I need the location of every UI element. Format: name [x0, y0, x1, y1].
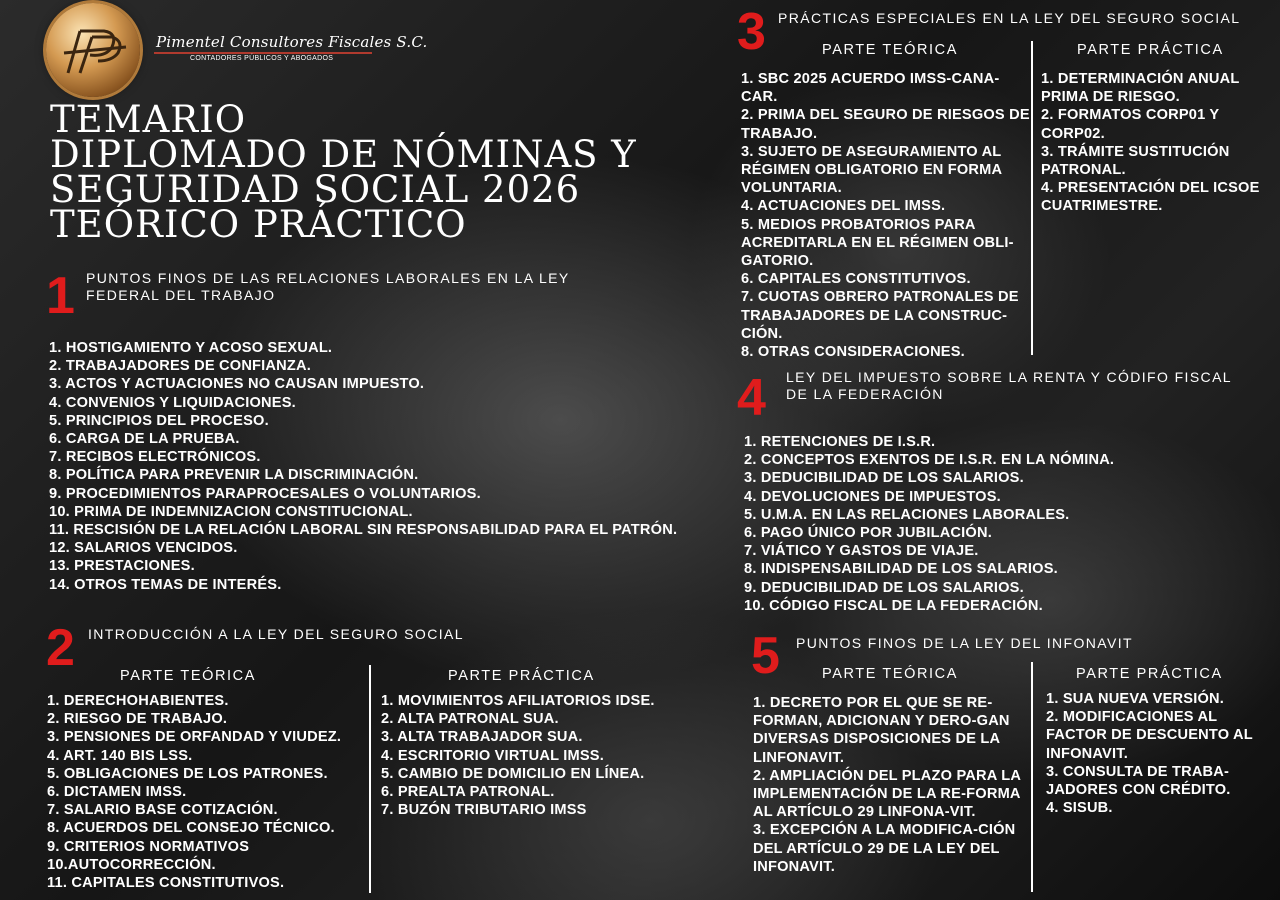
- section-2-theory-list: [47, 692, 341, 892]
- section-3-heading: PRÁCTICAS ESPECIALES EN LA LEY DEL SEGURO SOCIAL: [778, 10, 1241, 26]
- list-item: 7. BUZÓN TRIBUTARIO IMSS: [381, 802, 587, 819]
- list-item: 3. DEDUCIBILIDAD DE LOS SALARIOS.: [744, 470, 1024, 487]
- brand-divider: [154, 52, 372, 54]
- list-item: 8. INDISPENSABILIDAD DE LOS SALARIOS.: [744, 561, 1058, 578]
- list-item: 3. PENSIONES DE ORFANDAD Y VIUDEZ.: [47, 729, 342, 746]
- list-item: 5. OBLIGACIONES DE LOS PATRONES.: [47, 765, 328, 782]
- list-item: 6. DICTAMEN IMSS.: [47, 784, 187, 801]
- section-5-practice-label: PARTE PRÁCTICA: [1076, 666, 1223, 682]
- section-5-theory-label: PARTE TEÓRICA: [822, 666, 959, 682]
- section-5-heading: PUNTOS FINOS DE LA LEY DEL INFONAVIT: [796, 635, 1133, 651]
- list-item: 4. DEVOLUCIONES DE IMPUESTOS.: [744, 488, 1001, 505]
- list-item: 7. SALARIO BASE COTIZACIÓN.: [47, 802, 278, 819]
- list-item: 9. DEDUCIBILIDAD DE LOS SALARIOS.: [744, 579, 1024, 596]
- list-item: 3. ALTA TRABAJADOR SUA.: [381, 729, 583, 746]
- list-item: 4. ART. 140 BIS LSS.: [47, 747, 193, 764]
- list-item: 2. FORMATOS CORP01 Y CORP02.: [1041, 107, 1220, 142]
- list-item: 1. DERECHOHABIENTES.: [47, 693, 229, 709]
- list-item: 6. PAGO ÚNICO POR JUBILACIÓN.: [744, 525, 992, 542]
- title-line-2: DIPLOMADO DE NÓMINAS Y: [50, 133, 637, 176]
- list-item: 4. ACTUACIONES DEL IMSS.: [741, 198, 946, 215]
- list-item: 2. ALTA PATRONAL SUA.: [381, 711, 559, 728]
- section-5-divider: [1031, 662, 1033, 892]
- section-4-number: 4: [737, 369, 766, 427]
- list-item: 7. CUOTAS OBRERO PATRONALES DE TRABAJADORES DE LA CONSTRUC-CIÓN.: [741, 289, 1019, 342]
- list-item: 2. AMPLIACIÓN DEL PLAZO PARA LA IMPLEMENTACIÓN DE LA RE-FORMA AL ARTÍCULO 29 LINFONA-VIT.: [753, 767, 1021, 821]
- list-item: 13. PRESTACIONES.: [49, 558, 195, 575]
- section-3-number: 3: [737, 3, 766, 61]
- section-5-number: 5: [751, 627, 780, 685]
- list-item: 2. MODIFICACIONES AL FACTOR DE DESCUENTO AL INFONAVIT.: [1046, 709, 1253, 762]
- list-item: 10. CÓDIGO FISCAL DE LA FEDERACIÓN.: [744, 597, 1043, 614]
- list-item: 1. DETERMINACIÓN ANUAL PRIMA DE RIESGO.: [1041, 71, 1240, 106]
- section-2-divider: [369, 665, 371, 893]
- brand-logo: [46, 3, 140, 97]
- section-2-theory-label: PARTE TEÓRICA: [120, 668, 257, 684]
- section-1-list: [49, 339, 677, 594]
- list-item: 1. MOVIMIENTOS AFILIATORIOS IDSE.: [381, 693, 655, 709]
- section-2-number: 2: [46, 619, 75, 677]
- list-item: 2. TRABAJADORES DE CONFIANZA.: [49, 358, 312, 375]
- section-5-practice-list: [1046, 690, 1261, 817]
- list-item: 5. CAMBIO DE DOMICILIO EN LÍNEA.: [381, 765, 645, 782]
- list-item: 4. CONVENIOS Y LIQUIDACIONES.: [49, 394, 296, 411]
- list-item: 1. SBC 2025 ACUERDO IMSS-CANA-CAR.: [741, 71, 1000, 106]
- list-item: 9. CRITERIOS NORMATIVOS: [47, 838, 250, 855]
- section-3-theory-label: PARTE TEÓRICA: [822, 42, 959, 58]
- section-2-heading: INTRODUCCIÓN A LA LEY DEL SEGURO SOCIAL: [88, 626, 464, 642]
- list-item: 10. PRIMA DE INDEMNIZACION CONSTITUCIONAL.: [49, 503, 413, 520]
- section-1-number: 1: [46, 267, 75, 325]
- section-4-list: [744, 433, 1114, 615]
- list-item: 1. DECRETO POR EL QUE SE RE-FORMAN, ADICIONAN Y DERO-GAN DIVERSAS DISPOSICIONES DE LA LINFONAVIT.: [753, 695, 1010, 766]
- title-line-1: TEMARIO: [50, 98, 247, 141]
- list-item: 6. PREALTA PATRONAL.: [381, 784, 555, 801]
- list-item: 8. OTRAS CONSIDERACIONES.: [741, 344, 965, 361]
- list-item: 1. RETENCIONES DE I.S.R.: [744, 434, 936, 450]
- section-5-theory-list: [753, 694, 1028, 876]
- section-3-theory-list: [741, 70, 1031, 361]
- title-line-3: SEGURIDAD SOCIAL 2026: [50, 168, 581, 211]
- list-item: 7. RECIBOS ELECTRÓNICOS.: [49, 449, 261, 466]
- list-item: 4. ESCRITORIO VIRTUAL IMSS.: [381, 747, 604, 764]
- list-item: 14. OTROS TEMAS DE INTERÉS.: [49, 576, 282, 593]
- list-item: 5. PRINCIPIOS DEL PROCESO.: [49, 412, 269, 429]
- list-item: 1. HOSTIGAMIENTO Y ACOSO SEXUAL.: [49, 340, 333, 356]
- section-3-practice-label: PARTE PRÁCTICA: [1077, 42, 1224, 58]
- list-item: 9. PROCEDIMIENTOS PARAPROCESALES O VOLUNTARIOS.: [49, 485, 481, 502]
- list-item: 4. SISUB.: [1046, 800, 1113, 817]
- list-item: 5. U.M.A. EN LAS RELACIONES LABORALES.: [744, 506, 1070, 523]
- list-item: 3. CONSULTA DE TRABA-JADORES CON CRÉDITO.: [1046, 763, 1231, 799]
- section-4-heading: LEY DEL IMPUESTO SOBRE LA RENTA Y CÓDIFO FISCAL DE LA FEDERACIÓN: [786, 369, 1232, 402]
- section-2-practice-label: PARTE PRÁCTICA: [448, 668, 595, 684]
- list-item: 11. CAPITALES CONSTITUTIVOS.: [47, 875, 285, 892]
- list-item: 2. PRIMA DEL SEGURO DE RIESGOS DE TRABAJO.: [741, 107, 1030, 142]
- section-3-divider: [1031, 41, 1033, 355]
- brand-tagline: CONTADORES PÚBLICOS Y ABOGADOS: [190, 55, 334, 62]
- list-item: 2. CONCEPTOS EXENTOS DE I.S.R. EN LA NÓMINA.: [744, 452, 1115, 469]
- section-2-practice-list: [381, 692, 655, 819]
- list-item: 4. PRESENTACIÓN DEL ICSOE CUATRIMESTRE.: [1041, 180, 1260, 215]
- page-title: [50, 98, 710, 246]
- list-item: 7. VIÁTICO Y GASTOS DE VIAJE.: [744, 543, 979, 560]
- list-item: 2. RIESGO DE TRABAJO.: [47, 711, 228, 728]
- list-item: 3. ACTOS Y ACTUACIONES NO CAUSAN IMPUESTO.: [49, 376, 425, 393]
- list-item: 3. SUJETO DE ASEGURAMIENTO AL RÉGIMEN OBLIGATORIO EN FORMA VOLUNTARIA.: [741, 143, 1002, 197]
- list-item: 6. CARGA DE LA PRUEBA.: [49, 431, 240, 448]
- list-item: 3. EXCEPCIÓN A LA MODIFICA-CIÓN DEL ARTÍCULO 29 DE LA LEY DEL INFONAVIT.: [753, 822, 1016, 875]
- list-item: 8. POLÍTICA PARA PREVENIR LA DISCRIMINACIÓN.: [49, 467, 419, 484]
- monogram-icon: [46, 3, 140, 97]
- list-item: 8. ACUERDOS DEL CONSEJO TÉCNICO.: [47, 820, 335, 837]
- section-1-heading: PUNTOS FINOS DE LAS RELACIONES LABORALES EN LA LEY FEDERAL DEL TRABAJO: [86, 270, 570, 303]
- list-item: 6. CAPITALES CONSTITUTIVOS.: [741, 271, 971, 288]
- list-item: 3. TRÁMITE SUSTITUCIÓN PATRONAL.: [1041, 143, 1230, 179]
- section-3-practice-list: [1041, 70, 1266, 216]
- list-item: 11. RESCISIÓN DE LA RELACIÓN LABORAL SIN RESPONSABILIDAD PARA EL PATRÓN.: [49, 522, 678, 539]
- brand-name: Pimentel Consultores Fiscales S.C.: [156, 33, 428, 51]
- title-line-4: TEÓRICO PRÁCTICO: [50, 203, 467, 246]
- list-item: 1. SUA NUEVA VERSIÓN.: [1046, 691, 1225, 707]
- list-item: 5. MEDIOS PROBATORIOS PARA ACREDITARLA EN EL RÉGIMEN OBLI-GATORIO.: [741, 216, 1014, 270]
- list-item: 12. SALARIOS VENCIDOS.: [49, 540, 238, 557]
- list-item: 10.AUTOCORRECCIÓN.: [47, 856, 216, 873]
